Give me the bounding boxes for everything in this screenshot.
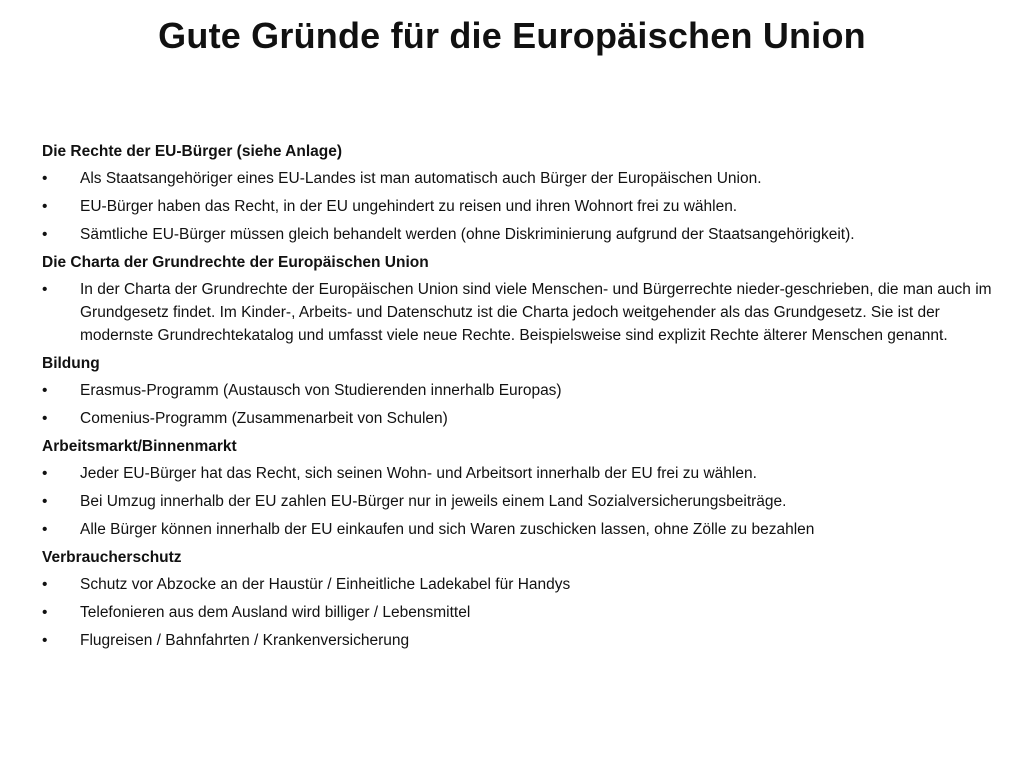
- bullet-marker: •: [42, 465, 48, 482]
- bullet-marker: •: [42, 410, 48, 427]
- bullet-text: Sämtliche EU-Bürger müssen gleich behandelt werden (ohne Diskriminierung aufgrund der Staatsangehörigkeit).: [80, 226, 855, 243]
- bullet-marker: •: [42, 382, 48, 399]
- bullet-text: Bei Umzug innerhalb der EU zahlen EU-Bürger nur in jeweils einem Land Sozialversicherungsbeiträge.: [80, 493, 787, 510]
- slide-content: [42, 138, 1017, 657]
- bullet-text: Als Staatsangehöriger eines EU-Landes ist man automatisch auch Bürger der Europäischen Union.: [80, 170, 762, 187]
- bullet-item: [42, 518, 1017, 541]
- bullet-list-consumer-protection: [42, 573, 1017, 652]
- bullet-marker: •: [42, 281, 48, 298]
- bullet-item: [42, 167, 1017, 190]
- section-heading-labour-market: Arbeitsmarkt/Binnenmarkt: [42, 438, 237, 455]
- bullet-marker: •: [42, 170, 48, 187]
- bullet-item: [42, 278, 1017, 347]
- bullet-item: [42, 573, 1017, 596]
- bullet-marker: •: [42, 226, 48, 243]
- bullet-marker: •: [42, 521, 48, 538]
- bullet-text: Comenius-Programm (Zusammenarbeit von Schulen): [80, 410, 448, 427]
- bullet-text: Jeder EU-Bürger hat das Recht, sich seinen Wohn- und Arbeitsort innerhalb der EU frei zu wählen.: [80, 465, 757, 482]
- bullet-marker: •: [42, 198, 48, 215]
- bullet-item: [42, 601, 1017, 624]
- bullet-text: Erasmus-Programm (Austausch von Studierenden innerhalb Europas): [80, 382, 562, 399]
- bullet-text: EU-Bürger haben das Recht, in der EU ungehindert zu reisen und ihren Wohnort frei zu wählen.: [80, 198, 738, 215]
- slide-title: Gute Gründe für die Europäischen Union: [158, 15, 866, 56]
- bullet-item: [42, 407, 1017, 430]
- bullet-item: [42, 462, 1017, 485]
- bullet-marker: •: [42, 604, 48, 621]
- bullet-marker: •: [42, 576, 48, 593]
- bullet-text: In der Charta der Grundrechte der Europäischen Union sind viele Menschen- und Bürgerrechte nieder-geschrieben, die man auch im Grundgesetz findet. Im Kinder-, Arbeits- und Datenschutz ist die Charta jedoch weitgehender als das Grundgesetz. Sie ist der modernste Grundrechtekatalog und umfasst viele neue Rechte. Beispielsweise sind explizit Rechte älterer Menschen genannt.: [80, 281, 992, 344]
- bullet-list-charter: [42, 278, 1017, 347]
- section-heading-consumer-protection: Verbraucherschutz: [42, 549, 182, 566]
- bullet-item: [42, 629, 1017, 652]
- bullet-list-eu-citizen-rights: [42, 167, 1017, 246]
- bullet-item: [42, 490, 1017, 513]
- bullet-text: Flugreisen / Bahnfahrten / Krankenversicherung: [80, 632, 410, 649]
- bullet-text: Alle Bürger können innerhalb der EU einkaufen und sich Waren zuschicken lassen, ohne Zölle zu bezahlen: [80, 521, 815, 538]
- bullet-item: [42, 195, 1017, 218]
- bullet-text: Telefonieren aus dem Ausland wird billiger / Lebensmittel: [80, 604, 471, 621]
- section-heading-eu-citizen-rights: Die Rechte der EU-Bürger (siehe Anlage): [42, 143, 343, 160]
- section-heading-charter: Die Charta der Grundrechte der Europäischen Union: [42, 254, 429, 271]
- bullet-text: Schutz vor Abzocke an der Haustür / Einheitliche Ladekabel für Handys: [80, 576, 571, 593]
- bullet-marker: •: [42, 632, 48, 649]
- bullet-item: [42, 223, 1017, 246]
- bullet-item: [42, 379, 1017, 402]
- bullet-marker: •: [42, 493, 48, 510]
- bullet-list-labour-market: [42, 462, 1017, 541]
- bullet-list-education: [42, 379, 1017, 430]
- section-heading-education: Bildung: [42, 355, 100, 372]
